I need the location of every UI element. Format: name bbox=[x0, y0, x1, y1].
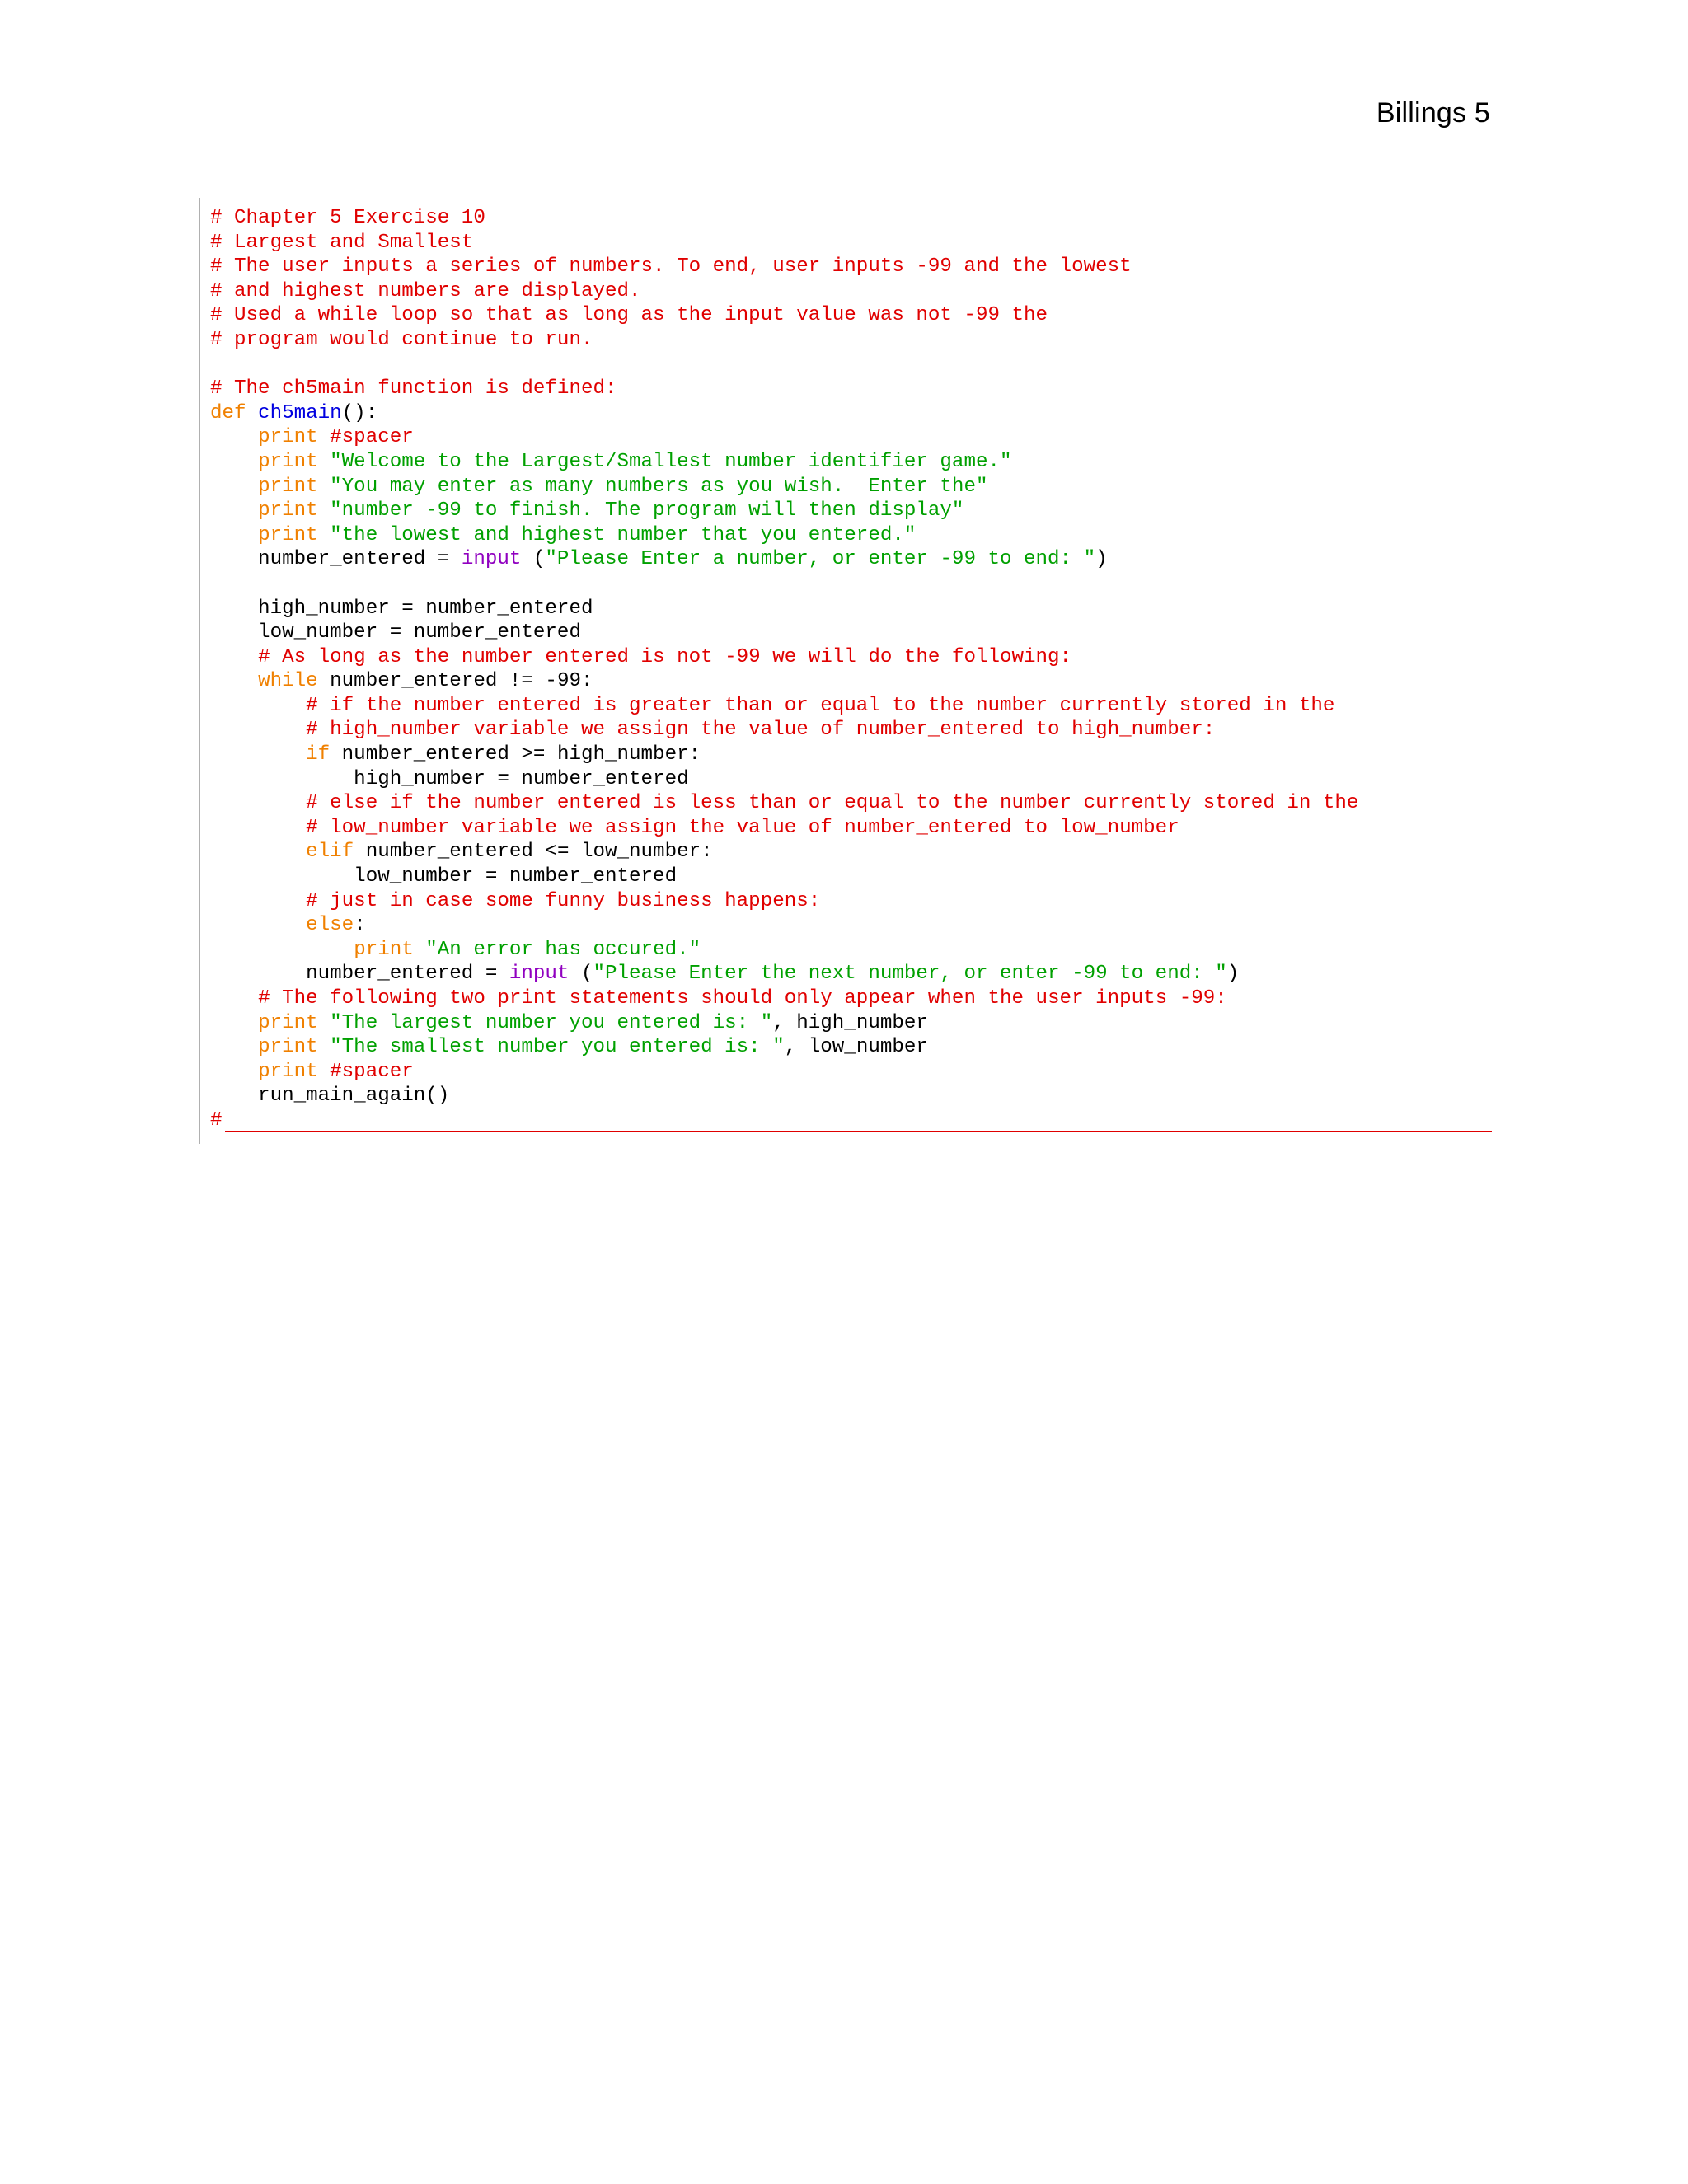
code-text: ( bbox=[521, 548, 546, 571]
code-text: , high_number bbox=[772, 1011, 928, 1034]
code-line bbox=[210, 401, 1358, 426]
code-text: number_entered != -99: bbox=[317, 670, 593, 693]
code-text bbox=[210, 792, 306, 814]
code-text: : bbox=[354, 914, 366, 937]
code-text: low_number = number_entered bbox=[210, 621, 581, 644]
code-text bbox=[210, 719, 306, 741]
code-line bbox=[210, 791, 1358, 816]
string-literal: "Please Enter a number, or enter -99 to end: " bbox=[545, 548, 1096, 571]
code-comment: # low_number variable we assign the value of number_entered to low_number bbox=[306, 816, 1179, 839]
code-line bbox=[210, 816, 1358, 841]
code-line bbox=[210, 694, 1358, 719]
code-line bbox=[210, 1084, 1358, 1108]
code-line bbox=[210, 1011, 1358, 1036]
code-keyword: print bbox=[258, 1036, 331, 1059]
code-comment: #spacer bbox=[330, 426, 414, 449]
code-line bbox=[210, 987, 1358, 1011]
code-text bbox=[210, 1036, 258, 1058]
code-line bbox=[210, 206, 1358, 231]
code-text: ) bbox=[1095, 548, 1108, 571]
code-line bbox=[210, 547, 1358, 572]
code-line bbox=[210, 279, 1358, 304]
code-keyword: elif bbox=[306, 841, 354, 864]
code-line bbox=[210, 328, 1358, 353]
code-text bbox=[210, 914, 306, 936]
code-line bbox=[210, 669, 1358, 694]
end-rule bbox=[225, 1131, 1492, 1132]
code-line bbox=[210, 499, 1358, 523]
code-text bbox=[210, 499, 258, 522]
code-text bbox=[210, 451, 258, 473]
code-text: high_number = number_entered bbox=[210, 597, 593, 620]
code-line bbox=[210, 1035, 1358, 1060]
code-comment: # Chapter 5 Exercise 10 bbox=[210, 207, 485, 229]
string-literal: "You may enter as many numbers as you wish. Enter the" bbox=[330, 475, 988, 498]
code-line bbox=[210, 621, 1358, 645]
builtin-name: input bbox=[461, 548, 522, 571]
code-text: high_number = number_entered bbox=[210, 767, 689, 790]
code-line bbox=[210, 865, 1358, 889]
code-line bbox=[210, 255, 1358, 279]
code-line bbox=[210, 938, 1358, 963]
string-literal: "The smallest number you entered is: " bbox=[330, 1036, 785, 1059]
code-text bbox=[210, 743, 306, 766]
code-text: number_entered <= low_number: bbox=[354, 841, 713, 864]
code-text: number_entered = bbox=[210, 548, 462, 571]
code-text bbox=[210, 426, 258, 448]
code-text bbox=[210, 524, 258, 546]
code-keyword: print bbox=[258, 499, 331, 523]
code-text bbox=[210, 987, 258, 1010]
builtin-name: input bbox=[509, 963, 570, 986]
code-keyword: print bbox=[258, 450, 331, 473]
code-comment: # Used a while loop so that as long as the input value was not -99 the bbox=[210, 304, 1048, 327]
code-line bbox=[210, 1060, 1358, 1085]
code-text bbox=[210, 841, 306, 863]
code-line bbox=[210, 475, 1358, 499]
code-comment: # The ch5main function is defined: bbox=[210, 377, 617, 401]
code-line bbox=[210, 523, 1358, 548]
string-literal: "number -99 to finish. The program will then display" bbox=[330, 499, 964, 523]
code-keyword: print bbox=[258, 426, 331, 449]
code-line bbox=[210, 353, 1358, 377]
code-text bbox=[210, 939, 354, 961]
code-block bbox=[210, 206, 1358, 1133]
code-comment: # else if the number entered is less than or equal to the number currently stored in the bbox=[306, 792, 1359, 815]
code-comment: # The following two print statements should only appear when the user inputs -99: bbox=[258, 987, 1227, 1010]
code-comment: # Largest and Smallest bbox=[210, 231, 474, 254]
code-text: run_main_again() bbox=[210, 1085, 450, 1108]
code-line bbox=[210, 597, 1358, 621]
code-line bbox=[210, 377, 1358, 401]
function-name: ch5main bbox=[258, 401, 342, 424]
code-comment: # high_number variable we assign the value of number_entered to high_number: bbox=[306, 719, 1216, 742]
code-text: ) bbox=[1226, 963, 1240, 986]
code-text bbox=[210, 646, 258, 668]
code-comment: # program would continue to run. bbox=[210, 328, 593, 351]
code-line bbox=[210, 645, 1358, 670]
code-keyword: print bbox=[258, 523, 331, 546]
code-text bbox=[210, 1012, 258, 1034]
code-comment: # and highest numbers are displayed. bbox=[210, 279, 641, 302]
code-comment: # if the number entered is greater than or equal to the number currently stored in the bbox=[306, 694, 1335, 717]
code-keyword: while bbox=[258, 670, 318, 693]
code-comment: # The user inputs a series of numbers. To end, user inputs -99 and the lowest bbox=[210, 255, 1132, 279]
code-line bbox=[210, 743, 1358, 767]
code-comment: # As long as the number entered is not -99 we will do the following: bbox=[258, 645, 1072, 668]
code-text bbox=[210, 695, 306, 717]
code-keyword: def bbox=[210, 401, 259, 424]
code-line bbox=[210, 450, 1358, 475]
string-literal: "The largest number you entered is: " bbox=[330, 1011, 773, 1034]
code-line bbox=[210, 718, 1358, 743]
code-line bbox=[210, 425, 1358, 450]
code-line bbox=[210, 231, 1358, 255]
code-comment: # just in case some funny business happens: bbox=[306, 889, 821, 912]
code-text: low_number = number_entered bbox=[210, 865, 678, 888]
string-literal: "Please Enter the next number, or enter -99 to end: " bbox=[593, 963, 1227, 986]
code-line bbox=[210, 572, 1358, 597]
code-listing bbox=[199, 198, 1493, 1144]
code-comment: # bbox=[210, 1108, 223, 1132]
code-line bbox=[210, 303, 1358, 328]
code-text: number_entered = bbox=[210, 963, 509, 986]
code-line bbox=[210, 840, 1358, 865]
code-text bbox=[210, 817, 306, 839]
code-keyword: print bbox=[258, 475, 331, 498]
code-keyword: print bbox=[354, 938, 426, 961]
code-keyword: print bbox=[258, 1060, 331, 1083]
code-line bbox=[210, 962, 1358, 987]
code-text bbox=[210, 670, 258, 692]
string-literal: "the lowest and highest number that you entered." bbox=[330, 523, 917, 546]
code-line bbox=[210, 1108, 1358, 1133]
code-text: (): bbox=[341, 401, 378, 424]
code-text bbox=[210, 1061, 258, 1083]
code-text: number_entered >= high_number: bbox=[330, 743, 701, 766]
code-keyword: print bbox=[258, 1011, 331, 1034]
page-header: Billings 5 bbox=[1376, 97, 1490, 129]
code-keyword: if bbox=[306, 743, 331, 766]
code-keyword: else bbox=[306, 914, 354, 937]
code-line bbox=[210, 889, 1358, 914]
code-text: , low_number bbox=[784, 1036, 928, 1059]
string-literal: "An error has occured." bbox=[425, 938, 701, 961]
code-text bbox=[210, 476, 258, 498]
code-text bbox=[210, 890, 306, 912]
code-line bbox=[210, 913, 1358, 938]
code-line bbox=[210, 767, 1358, 792]
code-text: ( bbox=[569, 963, 593, 986]
code-comment: #spacer bbox=[330, 1060, 414, 1083]
string-literal: "Welcome to the Largest/Smallest number identifier game." bbox=[330, 450, 1012, 473]
